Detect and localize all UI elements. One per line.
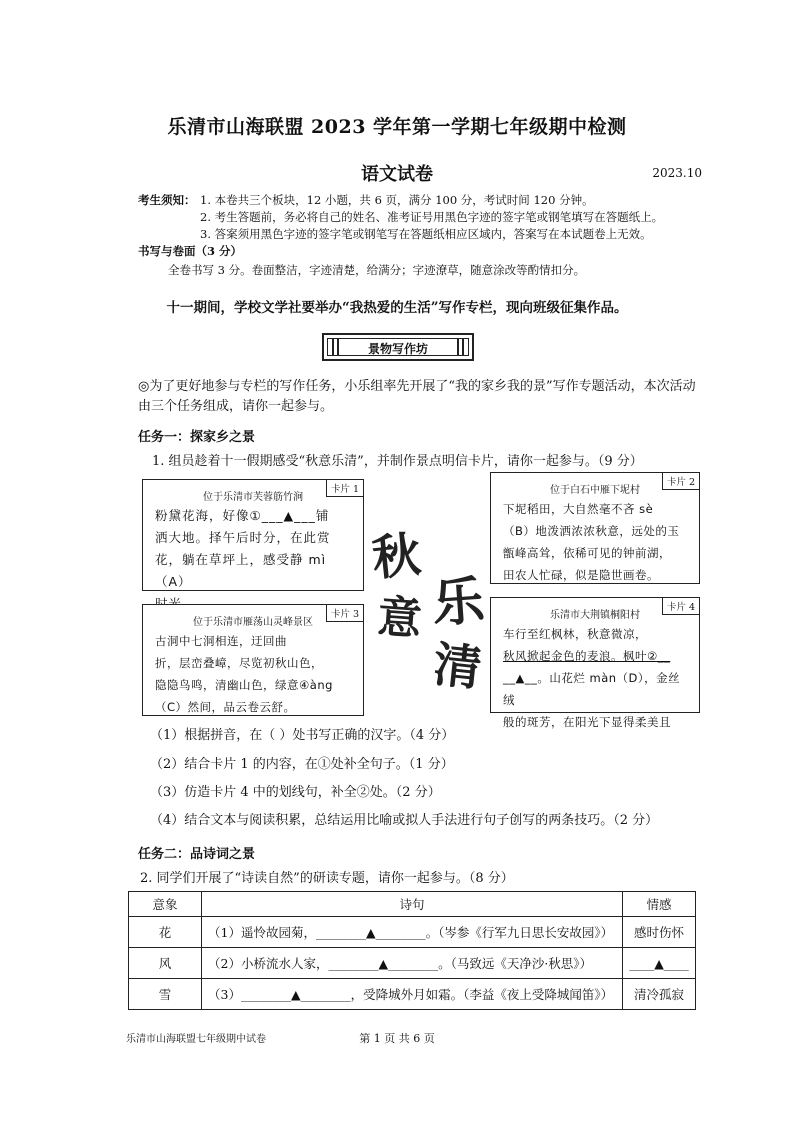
card-line: （C）然间，品云卷云舒。 xyxy=(155,700,296,714)
table-cell-image: 风 xyxy=(129,948,202,979)
sub-question-3: （3）仿造卡片 4 中的划线句，补全②处。（2 分） xyxy=(150,785,441,800)
card-tag: 卡片 3 xyxy=(326,604,364,622)
calligraphy-char: 清 xyxy=(430,636,485,698)
table-cell-emotion: ____▲____ xyxy=(623,948,696,979)
footer-exam-name: 乐清市山海联盟七年级期中试卷 xyxy=(126,1034,266,1045)
postcard-4 xyxy=(490,597,700,729)
card-line: 车行至红枫林，秋意微凉， xyxy=(503,627,647,641)
table-cell-image: 花 xyxy=(129,917,202,948)
notice-item: 3. 答案须用黑色字迹的签字笔或钢笔写在答题纸相应区域内，答案写在本试题卷上无效。 xyxy=(200,227,652,241)
sub-question-4: （4）结合文本与阅读积累，总结运用比喻或拟人手法进行句子创写的两条技巧。（2 分） xyxy=(150,813,659,828)
card-text xyxy=(491,496,699,586)
banner-text: 景物写作坊 xyxy=(367,342,428,356)
card-line: 花，躺在草坪上，感受静 mì（A） xyxy=(155,552,327,589)
card-line: 粉黛花海，好像①___▲___铺 xyxy=(155,508,330,523)
notice-list xyxy=(200,192,720,243)
card-place: 乐清市大荆镇桐阳村 xyxy=(550,610,640,621)
table-row xyxy=(129,948,696,979)
card-text xyxy=(491,621,699,733)
poem-table xyxy=(128,891,696,1010)
table-cell-image: 雪 xyxy=(129,979,202,1010)
postcard-3 xyxy=(142,604,364,716)
postcard-2 xyxy=(490,472,700,584)
calligraphy-char: 意 xyxy=(375,591,424,646)
calligraphy-char: 乐 xyxy=(430,570,487,635)
task2-title: 任务二：品诗词之景 xyxy=(138,847,256,862)
card-text xyxy=(143,628,363,718)
event-line: 十一期间，学校文学社要举办“我热爱的生活”写作专栏，现向班级征集作品。 xyxy=(166,300,628,316)
writing-body: 全卷书写 3 分。卷面整洁，字迹清楚，给满分；字迹潦草，随意涂改等酌情扣分。 xyxy=(168,263,586,277)
section-banner xyxy=(322,333,474,361)
card-line: __▲__。山花烂 màn（D），金丝绒 xyxy=(503,671,681,707)
card-place: 位于乐清市芙蓉筋竹涧 xyxy=(203,492,303,503)
table-header: 意象 xyxy=(129,892,202,917)
question-1: 1. 组员趁着十一假期感受“秋意乐清”，并制作景点明信卡片，请你一起参与。（9 分） xyxy=(152,454,643,469)
card-text xyxy=(143,503,363,615)
writing-label: 书写与卷面（3 分） xyxy=(138,244,243,258)
card-tag: 卡片 2 xyxy=(662,472,700,490)
page-number: 第 1 页 共 6 页 xyxy=(359,1032,435,1045)
sub-question-2: （2）结合卡片 1 的内容，在①处补全句子。（1 分） xyxy=(150,757,454,772)
card-line: （B）地泼洒浓浓秋意，远处的玉 xyxy=(503,524,680,538)
table-cell-emotion: 感时伤怀 xyxy=(623,917,696,948)
table-cell-verse: （2）小桥流水人家，________▲________。（马致远《天净沙·秋思》） xyxy=(202,948,623,979)
card-line: 隐隐鸟鸣，清幽山色，绿意④àng xyxy=(155,678,333,692)
card-underlined-line: 秋风掀起金色的麦浪。枫叶②__ xyxy=(503,649,671,663)
card-line: 折，层峦叠嶂，尽览初秋山色， xyxy=(155,656,323,670)
table-cell-verse: （1）遥怜故园菊，________▲________。（岑参《行军九日思长安故园》） xyxy=(202,917,623,948)
table-header: 情感 xyxy=(623,892,696,917)
calligraphy-char: 秋 xyxy=(369,526,424,588)
card-line: 古洞中七洞相连，迂回曲 xyxy=(155,634,287,648)
question-2: 2. 同学们开展了“诗读自然”的研读专题，请你一起参与。（8 分） xyxy=(140,871,514,886)
table-cell-verse: （3）________▲________，受降城外月如霜。（李益《夜上受降城闻笛》） xyxy=(202,979,623,1010)
card-place: 位于乐清市雁荡山灵峰景区 xyxy=(193,617,313,628)
card-line: 甑峰高耸，依稀可见的钟前湖， xyxy=(503,546,671,560)
table-header: 诗句 xyxy=(202,892,623,917)
table-header-row xyxy=(129,892,696,917)
card-tag: 卡片 4 xyxy=(662,597,700,615)
card-place: 位于白石中雁下坭村 xyxy=(550,485,640,496)
card-line: 下坭稻田，大自然毫不吝 sè xyxy=(503,502,654,516)
notice-item: 2. 考生答题前，务必将自己的姓名、准考证号用黑色字迹的签字笔或钢笔填写在答题纸上。 xyxy=(200,210,664,224)
card-line: 般的斑芳，在阳光下显得柔美且 xyxy=(503,715,671,729)
task1-title: 任务一：探家乡之景 xyxy=(138,430,256,445)
intro-text: ◎为了更好地参与专栏的写作任务，小乐组率先开展了“我的家乡我的景”写作专题活动，本次活动由三个任务组成，请你一起参与。 xyxy=(138,379,696,414)
table-row xyxy=(129,979,696,1010)
card-tag: 卡片 1 xyxy=(326,479,364,497)
card-line: 洒大地。择午后时分，在此赏 xyxy=(155,530,331,545)
exam-title: 乐清市山海联盟 2023 学年第一学期七年级期中检测 xyxy=(167,116,627,138)
table-cell-emotion: 清冷孤寂 xyxy=(623,979,696,1010)
exam-subtitle: 语文试卷 xyxy=(361,164,433,185)
card-line: 田农人忙碌，似是隐世画卷。 xyxy=(503,568,659,582)
notice-item: 1. 本卷共三个板块，12 小题，共 6 页，满分 100 分，考试时间 120 分钟。 xyxy=(200,193,594,207)
notice-label: 考生须知： xyxy=(138,193,196,207)
postcard-1 xyxy=(142,479,364,591)
exam-date: 2023.10 xyxy=(652,166,702,180)
table-row xyxy=(129,917,696,948)
sub-question-1: （1）根据拼音，在（ ）处书写正确的汉字。（4 分） xyxy=(150,728,455,743)
